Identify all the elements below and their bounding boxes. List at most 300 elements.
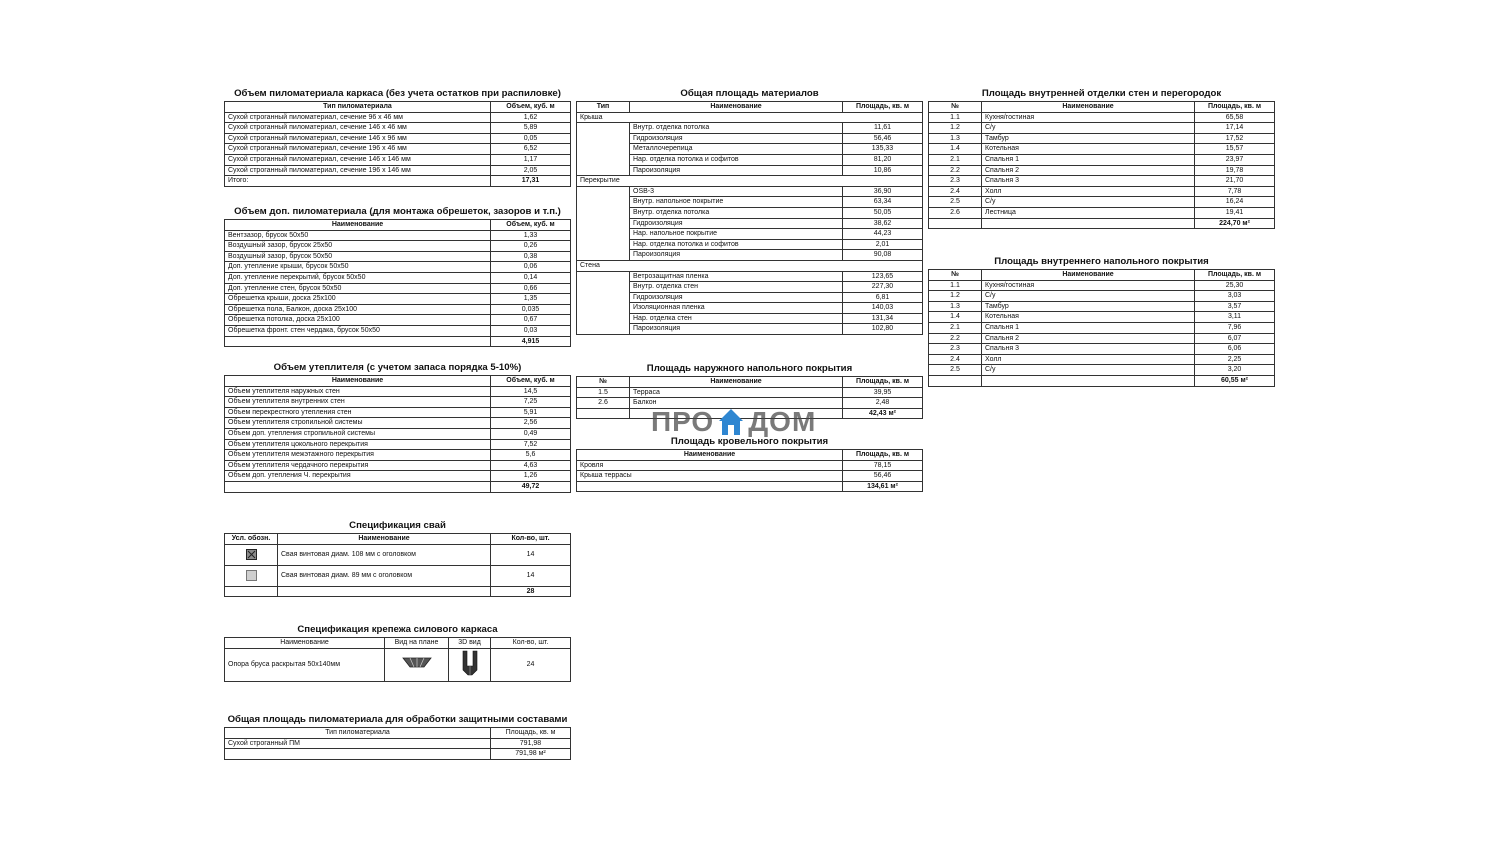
cell-name: Спальня 2 xyxy=(982,333,1195,344)
table-row xyxy=(225,241,571,252)
cell-value: 0,66 xyxy=(491,283,571,294)
cell-name: Холл xyxy=(982,186,1195,197)
cell-blank xyxy=(577,218,630,229)
table-row xyxy=(577,144,923,155)
table-row xyxy=(225,439,571,450)
fasteners-table xyxy=(224,637,571,682)
cell-number: 2.2 xyxy=(929,165,982,176)
table-row xyxy=(577,123,923,134)
table-header-row xyxy=(225,220,571,231)
cell-name: Пароизоляция xyxy=(630,250,843,261)
table-row xyxy=(225,386,571,397)
table-row xyxy=(577,303,923,314)
cell-name: Доп. утепление крыши, брусок 50х50 xyxy=(225,262,491,273)
outdoor-floor-block xyxy=(576,363,923,419)
total-blank xyxy=(929,375,982,386)
cell-value: 24 xyxy=(491,648,571,681)
cell-value: 81,20 xyxy=(843,154,923,165)
table-row xyxy=(929,312,1275,323)
cell-blank xyxy=(577,313,630,324)
total-value: 134,61 м² xyxy=(843,481,923,492)
table-row xyxy=(225,272,571,283)
cell-name: С/у xyxy=(982,123,1195,134)
cell-value: 6,06 xyxy=(1195,344,1275,355)
table-row xyxy=(577,387,923,398)
cell-value: 6,07 xyxy=(1195,333,1275,344)
cell-name: Внутр. отделка стен xyxy=(630,282,843,293)
table-row xyxy=(577,197,923,208)
column-header: Наименование xyxy=(278,534,491,545)
table-header-row xyxy=(577,450,923,461)
cell-value: 19,41 xyxy=(1195,207,1275,218)
bracket-plan-icon xyxy=(402,657,432,669)
cell-value: 19,78 xyxy=(1195,165,1275,176)
piles-table xyxy=(224,533,571,597)
cell-value: 44,23 xyxy=(843,229,923,240)
fasteners-title: Спецификация крепежа силового каркаса xyxy=(297,624,498,635)
column-header: Наименование xyxy=(577,450,843,461)
cell-value: 2,56 xyxy=(491,418,571,429)
total-blank xyxy=(577,408,630,419)
total-row xyxy=(225,481,571,492)
total-row xyxy=(929,218,1275,229)
cell-name: Объем утеплителя стропильной системы xyxy=(225,418,491,429)
column-header: Объем, куб. м xyxy=(491,102,571,113)
cell-value: 25,30 xyxy=(1195,280,1275,291)
fasteners-block xyxy=(224,624,571,682)
cell-value: 135,33 xyxy=(843,144,923,155)
cell-name: Объем доп. утепления стропильной системы xyxy=(225,428,491,439)
group-row xyxy=(577,176,923,187)
cell-name: Спальня 1 xyxy=(982,154,1195,165)
cell-value: 15,57 xyxy=(1195,144,1275,155)
insulation-table xyxy=(224,375,571,493)
cell-number: 2.3 xyxy=(929,344,982,355)
cell-blank xyxy=(577,250,630,261)
cell-value: 3,57 xyxy=(1195,301,1275,312)
cell-name: Кровля xyxy=(577,460,843,471)
insulation-title: Объем утеплителя (с учетом запаса порядка 5-10%) xyxy=(273,362,522,373)
cell-name: Пароизоляция xyxy=(630,165,843,176)
column-header: Наименование xyxy=(630,377,843,388)
cell-value: 38,62 xyxy=(843,218,923,229)
total-blank xyxy=(929,218,982,229)
cell-value: 0,03 xyxy=(491,325,571,336)
column-header: Площадь, кв. м xyxy=(843,377,923,388)
table-row xyxy=(225,154,571,165)
column-header: Тип пиломатериала xyxy=(225,102,491,113)
cell-value: 0,05 xyxy=(491,133,571,144)
cell-number: 2.4 xyxy=(929,354,982,365)
table-row xyxy=(225,294,571,305)
table-row xyxy=(929,176,1275,187)
frame-lumber-block xyxy=(224,88,571,187)
cell-name: Вентзазор, брусок 50х50 xyxy=(225,230,491,241)
table-row xyxy=(225,262,571,273)
total-label xyxy=(225,336,491,347)
cell-name: Спальня 2 xyxy=(982,165,1195,176)
cell-value: 3,20 xyxy=(1195,365,1275,376)
cell-number: 2.4 xyxy=(929,186,982,197)
table-row xyxy=(577,398,923,409)
group-label: Стена xyxy=(577,260,923,271)
column-header: № xyxy=(929,270,982,281)
cell-value: 36,90 xyxy=(843,186,923,197)
cell-value: 102,80 xyxy=(843,324,923,335)
table-row xyxy=(929,354,1275,365)
total-value: 224,70 м² xyxy=(1195,218,1275,229)
piles-title: Спецификация свай xyxy=(349,520,446,531)
cell-blank xyxy=(577,144,630,155)
cell-number: 1.2 xyxy=(929,123,982,134)
cell-value: 7,52 xyxy=(491,439,571,450)
cell-value: 6,81 xyxy=(843,292,923,303)
cell-value: 123,65 xyxy=(843,271,923,282)
cell-value: 10,86 xyxy=(843,165,923,176)
table-row xyxy=(225,144,571,155)
insulation-block xyxy=(224,362,571,493)
cell-value: 4,63 xyxy=(491,460,571,471)
walls-finish-title: Площадь внутренней отделки стен и перегородок xyxy=(981,88,1222,99)
cell-blank xyxy=(577,165,630,176)
column-header: Тип пиломатериала xyxy=(225,728,491,739)
cell-name: Объем утеплителя наружных стен xyxy=(225,386,491,397)
column-header: Площадь, кв. м xyxy=(1195,102,1275,113)
column-header: № xyxy=(929,102,982,113)
table-row xyxy=(225,251,571,262)
column-header: Кол-во, шт. xyxy=(491,638,571,649)
cell-name: Свая винтовая диам. 108 мм с оголовком xyxy=(278,544,491,565)
table-row xyxy=(929,186,1275,197)
cell-3d-view xyxy=(449,648,491,681)
column-header: Площадь, кв. м xyxy=(1195,270,1275,281)
table-row xyxy=(577,154,923,165)
cell-name: Изоляционная пленка xyxy=(630,303,843,314)
watermark-text-left: ПРО xyxy=(651,406,715,437)
cell-name: Нар. отделка стен xyxy=(630,313,843,324)
cell-blank xyxy=(577,154,630,165)
cell-name: Внутр. отделка потолка xyxy=(630,123,843,134)
cell-number: 2.5 xyxy=(929,197,982,208)
cell-blank xyxy=(577,207,630,218)
table-row xyxy=(225,544,571,565)
table-header-row xyxy=(225,638,571,649)
table-row xyxy=(929,301,1275,312)
cell-number: 2.6 xyxy=(929,207,982,218)
cell-value: 0,14 xyxy=(491,272,571,283)
cell-value: 0,49 xyxy=(491,428,571,439)
table-header-row xyxy=(225,376,571,387)
group-label: Крыша xyxy=(577,112,923,123)
cell-number: 2.5 xyxy=(929,365,982,376)
cell-value: 50,05 xyxy=(843,207,923,218)
cell-number: 1.4 xyxy=(929,312,982,323)
cell-name: Тамбур xyxy=(982,133,1195,144)
table-row xyxy=(225,460,571,471)
table-row xyxy=(929,144,1275,155)
cell-name: Воздушный зазор, брусок 50х50 xyxy=(225,251,491,262)
protective-block xyxy=(224,714,571,760)
materials-table xyxy=(576,101,923,335)
cell-name: Сухой строганный пиломатериал, сечение 196 х 46 мм xyxy=(225,144,491,155)
cell-name: Кухня/гостиная xyxy=(982,280,1195,291)
group-row xyxy=(577,112,923,123)
cell-value: 63,34 xyxy=(843,197,923,208)
cell-value: 56,46 xyxy=(843,471,923,482)
table-row xyxy=(929,365,1275,376)
table-row xyxy=(225,123,571,134)
table-row xyxy=(577,239,923,250)
outdoor-floor-table xyxy=(576,376,923,419)
table-row xyxy=(577,313,923,324)
cell-number: 2.6 xyxy=(577,398,630,409)
table-row xyxy=(929,112,1275,123)
cell-name: Котельная xyxy=(982,312,1195,323)
cell-name: Объем перекрестного утепления стен xyxy=(225,407,491,418)
cell-blank xyxy=(577,239,630,250)
table-row xyxy=(225,418,571,429)
table-row xyxy=(929,333,1275,344)
table-header-row xyxy=(929,102,1275,113)
table-row xyxy=(577,460,923,471)
cell-blank xyxy=(577,282,630,293)
cell-blank xyxy=(577,229,630,240)
table-row xyxy=(225,397,571,408)
cell-value: 140,03 xyxy=(843,303,923,314)
cell-name: Опора бруса раскрытая 50х140мм xyxy=(225,648,385,681)
cell-value: 5,89 xyxy=(491,123,571,134)
total-row xyxy=(929,375,1275,386)
cell-name: Сухой строганный пиломатериал, сечение 146 х 146 мм xyxy=(225,154,491,165)
cell-name: Металлочерепица xyxy=(630,144,843,155)
roof-table xyxy=(576,449,923,492)
total-row xyxy=(225,586,571,597)
total-value: 17,31 xyxy=(491,176,571,187)
pile-89-symbol-icon xyxy=(246,570,257,581)
cell-blank xyxy=(577,186,630,197)
cell-value: 6,52 xyxy=(491,144,571,155)
table-row xyxy=(225,283,571,294)
cell-number: 1.3 xyxy=(929,133,982,144)
table-row xyxy=(225,471,571,482)
cell-name: Спальня 1 xyxy=(982,322,1195,333)
watermark-text-right: ДОМ xyxy=(748,406,817,437)
cell-name: Доп. утепление стен, брусок 50х50 xyxy=(225,283,491,294)
cell-value: 1,17 xyxy=(491,154,571,165)
cell-value: 3,11 xyxy=(1195,312,1275,323)
table-header-row xyxy=(225,728,571,739)
column-header: Площадь, кв. м xyxy=(491,728,571,739)
cell-name: Воздушный зазор, брусок 25х50 xyxy=(225,241,491,252)
frame-lumber-table xyxy=(224,101,571,187)
table-header-row xyxy=(929,270,1275,281)
total-value: 791,98 м² xyxy=(491,749,571,760)
table-row xyxy=(929,291,1275,302)
cell-number: 2.1 xyxy=(929,154,982,165)
cell-name: Свая винтовая диам. 89 мм с оголовком xyxy=(278,565,491,586)
cell-value: 65,58 xyxy=(1195,112,1275,123)
cell-value: 7,96 xyxy=(1195,322,1275,333)
cell-value: 17,14 xyxy=(1195,123,1275,134)
materials-title: Общая площадь материалов xyxy=(680,88,819,99)
cell-number: 1.1 xyxy=(929,280,982,291)
total-label xyxy=(630,408,843,419)
table-row xyxy=(577,250,923,261)
table-row xyxy=(929,280,1275,291)
cell-name: Обрешетка фронт. стен чердака, брусок 50х50 xyxy=(225,325,491,336)
total-row xyxy=(225,176,571,187)
cell-number: 2.2 xyxy=(929,333,982,344)
cell-value: 14,5 xyxy=(491,386,571,397)
cell-name: Крыша террасы xyxy=(577,471,843,482)
table-row xyxy=(929,154,1275,165)
cell-plan-view xyxy=(385,648,449,681)
table-row xyxy=(577,271,923,282)
column-header: Площадь, кв. м xyxy=(843,102,923,113)
table-row xyxy=(225,407,571,418)
column-header: Объем, куб. м xyxy=(491,220,571,231)
cell-number: 1.2 xyxy=(929,291,982,302)
column-header: Кол-во, шт. xyxy=(491,534,571,545)
piles-block xyxy=(224,520,571,597)
cell-name: Обрешетка пола, Балкон, доска 25х100 xyxy=(225,304,491,315)
table-row xyxy=(929,123,1275,134)
table-header-row xyxy=(225,534,571,545)
cell-blank xyxy=(577,292,630,303)
roof-block xyxy=(576,436,923,492)
cell-number: 1.5 xyxy=(577,387,630,398)
table-row xyxy=(225,112,571,123)
cell-value: 78,15 xyxy=(843,460,923,471)
cell-number: 1.3 xyxy=(929,301,982,312)
cell-name: Нар. отделка потолка и софитов xyxy=(630,154,843,165)
cell-name: Балкон xyxy=(630,398,843,409)
table-row xyxy=(577,186,923,197)
cell-name: Сухой строганный пиломатериал, сечение 146 х 96 мм xyxy=(225,133,491,144)
table-row xyxy=(577,471,923,482)
inner-floor-block xyxy=(928,256,1275,387)
cell-name: Сухой строганный пиломатериал, сечение 146 х 46 мм xyxy=(225,123,491,134)
group-row xyxy=(577,260,923,271)
cell-value: 7,25 xyxy=(491,397,571,408)
cell-name: Сухой строганный ПМ xyxy=(225,738,491,749)
cell-name: Внутр. напольное покрытие xyxy=(630,197,843,208)
group-label: Перекрытие xyxy=(577,176,923,187)
cell-value: 0,67 xyxy=(491,315,571,326)
total-label xyxy=(982,218,1195,229)
column-header: Наименование xyxy=(982,270,1195,281)
table-row xyxy=(225,450,571,461)
cell-name: Терраса xyxy=(630,387,843,398)
cell-symbol xyxy=(225,544,278,565)
table-row xyxy=(577,324,923,335)
total-row xyxy=(225,336,571,347)
cell-number: 1.4 xyxy=(929,144,982,155)
total-value: 49,72 xyxy=(491,481,571,492)
cell-value: 1,33 xyxy=(491,230,571,241)
cell-value: 227,30 xyxy=(843,282,923,293)
total-row xyxy=(577,408,923,419)
cell-name: Внутр. отделка потолка xyxy=(630,207,843,218)
total-row xyxy=(577,481,923,492)
table-row xyxy=(577,133,923,144)
column-header: Тип xyxy=(577,102,630,113)
total-label xyxy=(225,749,491,760)
cell-value: 1,26 xyxy=(491,471,571,482)
column-header: 3D вид xyxy=(449,638,491,649)
cell-value: 131,34 xyxy=(843,313,923,324)
cell-name: Спальня 3 xyxy=(982,344,1195,355)
cell-name: Объем утеплителя чердачного перекрытия xyxy=(225,460,491,471)
cell-value: 0,38 xyxy=(491,251,571,262)
table-row xyxy=(929,344,1275,355)
outdoor-floor-title: Площадь наружного напольного покрытия xyxy=(646,363,853,374)
walls-finish-block xyxy=(928,88,1275,229)
roof-title: Площадь кровельного покрытия xyxy=(670,436,829,447)
cell-value: 14 xyxy=(491,544,571,565)
column-header: Объем, куб. м xyxy=(491,376,571,387)
cell-value: 56,46 xyxy=(843,133,923,144)
table-header-row xyxy=(577,377,923,388)
cell-value: 23,97 xyxy=(1195,154,1275,165)
cell-value: 1,35 xyxy=(491,294,571,305)
inner-floor-table xyxy=(928,269,1275,387)
protective-title: Общая площадь пиломатериала для обработки защитными составами xyxy=(227,714,568,725)
cell-name: Гидроизоляция xyxy=(630,133,843,144)
cell-name: Тамбур xyxy=(982,301,1195,312)
table-header-row xyxy=(225,102,571,113)
cell-value: 5,91 xyxy=(491,407,571,418)
cell-name: Лестница xyxy=(982,207,1195,218)
cell-value: 21,70 xyxy=(1195,176,1275,187)
table-row xyxy=(225,738,571,749)
total-label xyxy=(982,375,1195,386)
cell-blank xyxy=(577,303,630,314)
cell-name: Нар. напольное покрытие xyxy=(630,229,843,240)
cell-symbol xyxy=(225,565,278,586)
cell-name: Объем утеплителя межэтажного перекрытия xyxy=(225,450,491,461)
table-row xyxy=(225,304,571,315)
cell-blank xyxy=(577,271,630,282)
cell-value: 39,95 xyxy=(843,387,923,398)
extra-lumber-block xyxy=(224,206,571,347)
cell-name: Доп. утепление перекрытий, брусок 50х50 xyxy=(225,272,491,283)
cell-value: 5,6 xyxy=(491,450,571,461)
cell-name: Объем утеплителя внутренних стен xyxy=(225,397,491,408)
table-row xyxy=(577,282,923,293)
total-blank xyxy=(225,586,278,597)
cell-value: 14 xyxy=(491,565,571,586)
column-header: Наименование xyxy=(225,376,491,387)
column-header: Площадь, кв. м xyxy=(843,450,923,461)
column-header: Наименование xyxy=(982,102,1195,113)
cell-name: С/у xyxy=(982,197,1195,208)
pile-108-symbol-icon xyxy=(246,549,257,560)
column-header: Наименование xyxy=(225,638,385,649)
cell-name: Сухой строганный пиломатериал, сечение 96 х 46 мм xyxy=(225,112,491,123)
cell-name: Нар. отделка потолка и софитов xyxy=(630,239,843,250)
cell-value: 1,62 xyxy=(491,112,571,123)
column-header: Усл. обозн. xyxy=(225,534,278,545)
walls-finish-table xyxy=(928,101,1275,229)
cell-value: 16,24 xyxy=(1195,197,1275,208)
cell-blank xyxy=(577,123,630,134)
table-header-row xyxy=(577,102,923,113)
table-row xyxy=(929,133,1275,144)
cell-value: 0,035 xyxy=(491,304,571,315)
table-row xyxy=(577,292,923,303)
table-row xyxy=(577,165,923,176)
